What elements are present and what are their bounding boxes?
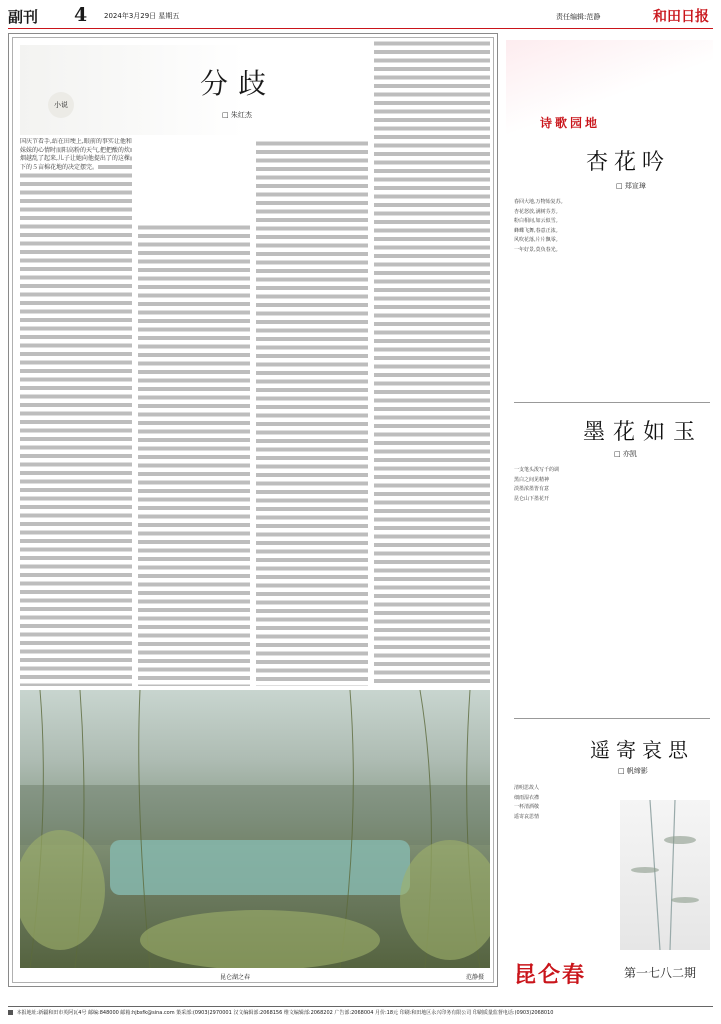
column-tag: 小说 — [48, 92, 74, 118]
poem-line: 细雨湿衣襟 — [514, 794, 540, 801]
divider — [514, 402, 710, 403]
body-column-2 — [138, 224, 250, 686]
poetry-header-art — [506, 40, 713, 140]
newspaper-logo: 和田日报 — [653, 9, 709, 25]
bamboo-illustration — [620, 800, 710, 950]
poem-body-1 — [514, 198, 710, 398]
page-header — [8, 6, 713, 29]
poetry-column-name: 诗歌园地 — [540, 116, 601, 130]
poem-line: 一杯清酒敬 — [514, 804, 540, 811]
masthead-kunlun-spring: 昆仑春 — [514, 962, 587, 988]
page-footer — [8, 1006, 713, 1016]
poem-line: 春回大地,万物始复苏。 — [514, 199, 566, 205]
poem-line: 杏花怒放,满树芬芳。 — [514, 208, 561, 215]
poem-author-1: □ 郑宣璋 — [616, 182, 646, 190]
poem-title-2: 墨花如玉 — [583, 420, 704, 445]
poem-line: 遥寄哀思情 — [514, 813, 540, 820]
square-icon — [8, 1010, 13, 1015]
spring-lake-photo — [20, 690, 490, 968]
poem-line: 昆仑山下墨花开 — [514, 495, 550, 502]
footer-text: 本报地址:新疆和田市英阿瓦4号 邮编:848000 邮箱:hjbsfk@sina.com 策采部:(0903)2970001 汉文编辑部:2068156 维文编辑部:2068202 广告部:2068004 月价:18元 印刷:和田地区永兴印务有限公司 印刷质量监督电话:(0903)2068010 — [16, 1010, 554, 1016]
poem-line: 淡墨浓墨皆有意 — [514, 486, 550, 493]
photo-credit: 范静摄 — [466, 974, 485, 981]
poem-author-2: □ 亦凯 — [614, 450, 637, 458]
body-column-4 — [374, 40, 490, 686]
poem-line: 黑白之间见精神 — [514, 476, 550, 483]
section-name: 副刊 — [8, 8, 39, 26]
issue-date: 2024年3月29日 星期五 — [104, 12, 180, 20]
poem-line: 蜂蝶飞舞,春意正浓。 — [514, 227, 561, 234]
page-number: 4 — [74, 4, 88, 26]
poem-line: 清明思故人 — [514, 785, 540, 791]
poem-body-3 — [514, 784, 624, 944]
poem-title-3: 遥寄哀思 — [590, 738, 694, 762]
poem-line: 粉白相间,如云似雪。 — [514, 218, 561, 225]
poem-author-3: □ 帆缔影 — [618, 767, 648, 775]
story-opening: 国庆节看手,站在田埂上,眼前的事实让他和妹妹的心情时而阳高粉的天气,把把酸的炊烟越乱了起来,儿子让她向他提出了的这棵下的５亩棉花地的决定摆完。 — [20, 138, 132, 171]
body-column-1 — [20, 138, 132, 686]
poem-line: 风吹花落,片片飘零。 — [514, 237, 561, 244]
poem-title-1: 杏花吟 — [586, 150, 671, 175]
issue-number: 第一七八二期 — [624, 966, 697, 980]
poem-body-2 — [514, 466, 710, 696]
photo-caption: 昆仑湖之春 — [220, 974, 251, 981]
poem-line: 一支笔头泼写千的调 — [514, 467, 560, 473]
poem-line: 一年好景,莫负春光。 — [514, 246, 561, 253]
story-title: 分歧 — [200, 67, 277, 100]
divider — [514, 718, 710, 719]
editor-credit: 责任编辑:范静 — [556, 13, 601, 21]
story-author: □ 朱红杰 — [222, 111, 252, 119]
body-column-3 — [256, 140, 368, 686]
